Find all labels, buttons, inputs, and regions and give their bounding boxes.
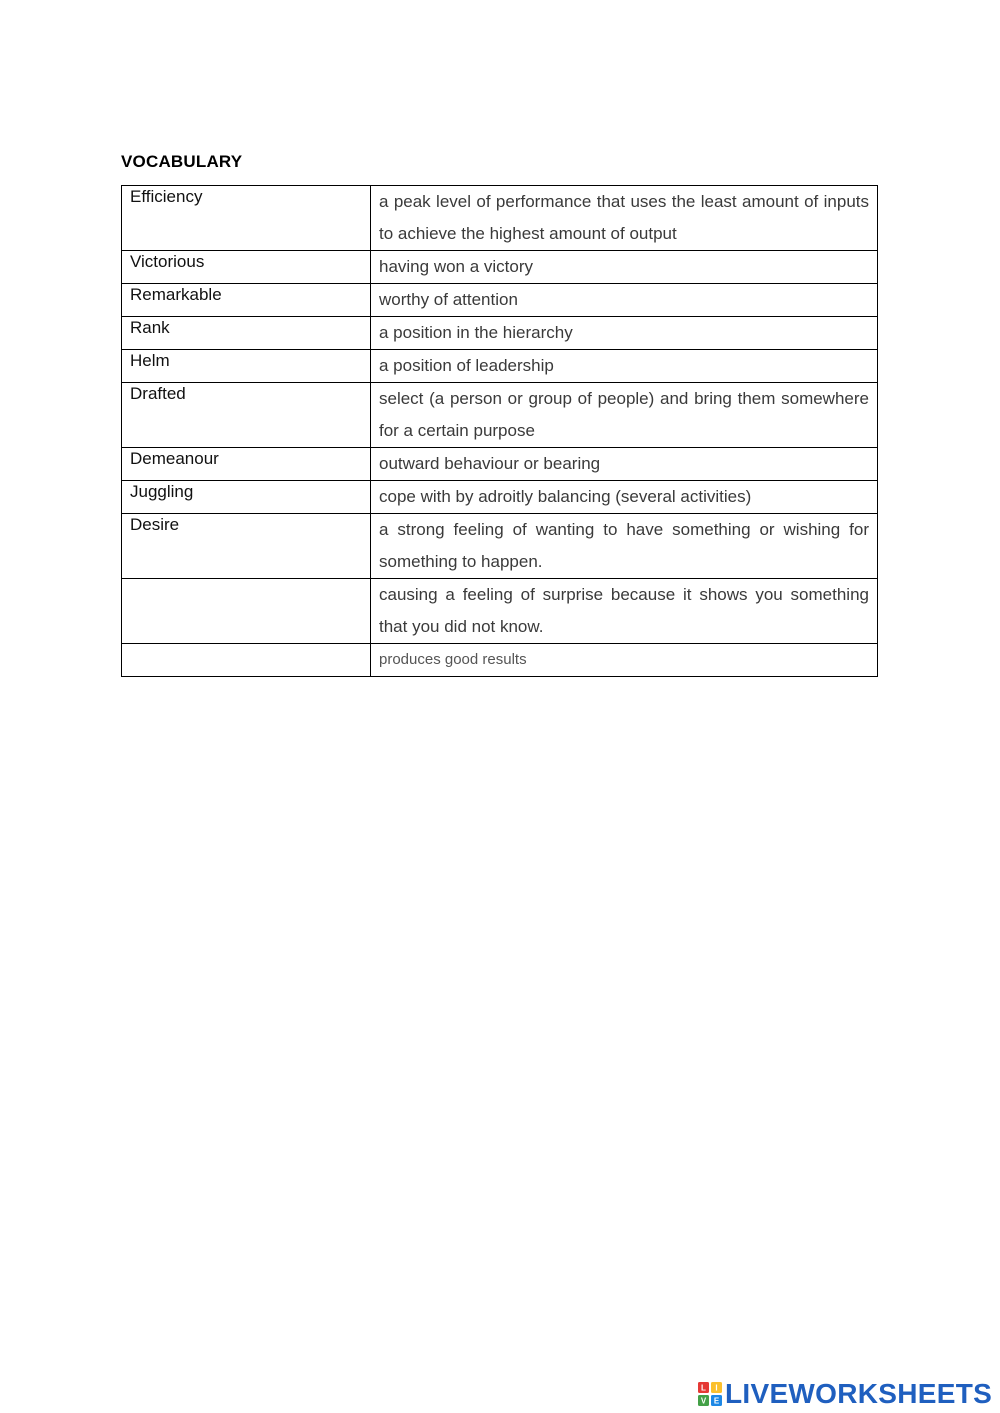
vocab-definition: worthy of attention — [371, 284, 878, 317]
vocab-word: Desire — [122, 514, 371, 579]
table-row — [122, 186, 878, 251]
table-row — [122, 481, 878, 514]
table-row — [122, 251, 878, 284]
liveworksheets-logo-icon — [698, 1382, 722, 1406]
svg-text:I: I — [715, 1383, 718, 1393]
liveworksheets-logo — [698, 1378, 992, 1410]
vocabulary-table — [121, 185, 878, 677]
table-row — [122, 383, 878, 448]
table-row — [122, 644, 878, 677]
table-row — [122, 514, 878, 579]
vocab-definition: having won a victory — [371, 251, 878, 284]
table-row — [122, 284, 878, 317]
vocab-word: Drafted — [122, 383, 371, 448]
vocab-word: Juggling — [122, 481, 371, 514]
vocab-definition: causing a feeling of surprise because it shows you something that you did not know. — [371, 579, 878, 644]
svg-text:L: L — [701, 1383, 706, 1393]
vocab-word: Victorious — [122, 251, 371, 284]
vocab-definition: produces good results — [371, 644, 878, 677]
table-row — [122, 579, 878, 644]
vocab-word: Rank — [122, 317, 371, 350]
table-row — [122, 317, 878, 350]
table-row — [122, 448, 878, 481]
vocab-definition: outward behaviour or bearing — [371, 448, 878, 481]
svg-text:V: V — [700, 1396, 707, 1406]
vocab-word-blank — [122, 644, 371, 677]
vocab-word: Demeanour — [122, 448, 371, 481]
svg-text:E: E — [713, 1396, 720, 1406]
vocab-word: Efficiency — [122, 186, 371, 251]
vocab-word-blank — [122, 579, 371, 644]
table-row — [122, 350, 878, 383]
vocab-definition: select (a person or group of people) and bring them somewhere for a certain purpose — [371, 383, 878, 448]
vocab-definition: a position in the hierarchy — [371, 317, 878, 350]
logo-text: LIVEWORKSHEETS — [725, 1378, 993, 1409]
vocab-definition: cope with by adroitly balancing (several activities) — [371, 481, 878, 514]
page-title: VOCABULARY — [121, 152, 243, 171]
vocab-word: Helm — [122, 350, 371, 383]
vocab-definition: a position of leadership — [371, 350, 878, 383]
vocab-definition: a peak level of performance that uses the least amount of inputs to achieve the highest amount of output — [371, 186, 878, 251]
vocab-word: Remarkable — [122, 284, 371, 317]
vocab-definition: a strong feeling of wanting to have something or wishing for something to happen. — [371, 514, 878, 579]
